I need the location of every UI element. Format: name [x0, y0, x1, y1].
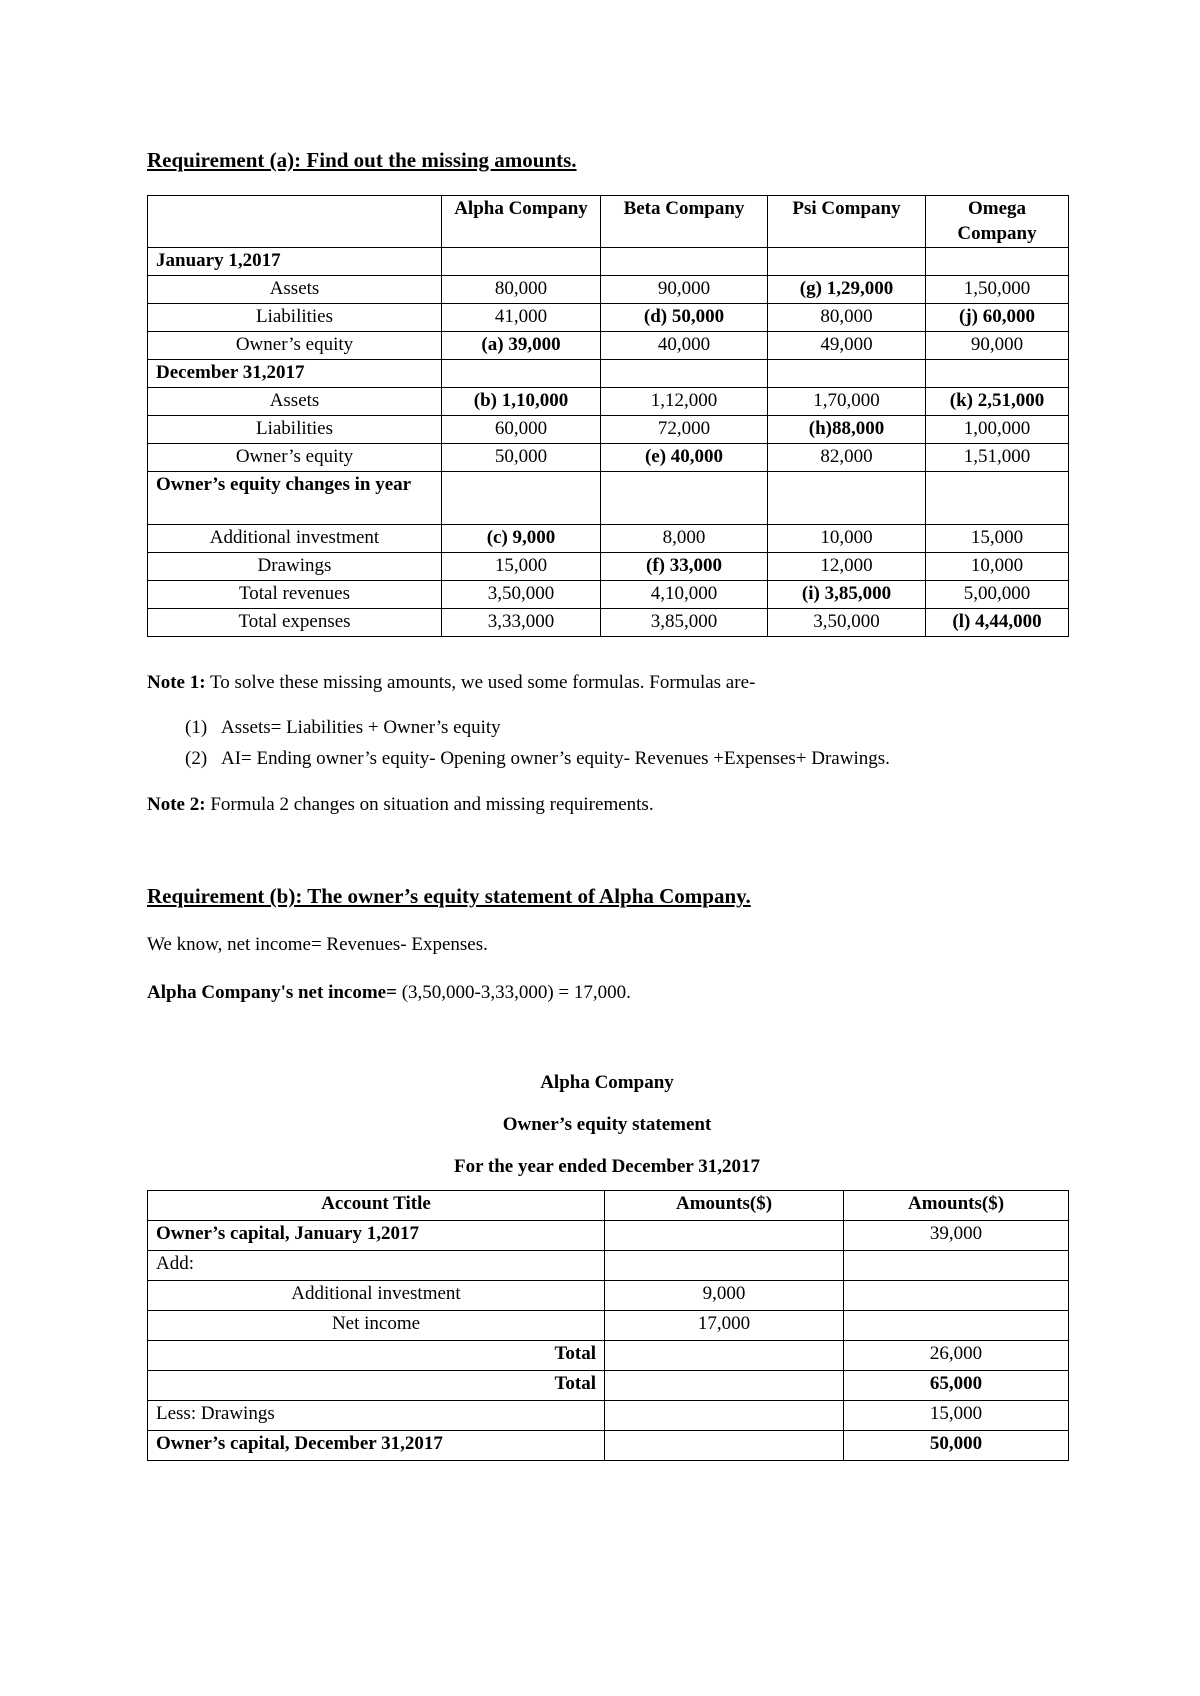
row-label: Drawings: [148, 553, 442, 581]
header-alpha: Alpha Company: [442, 196, 601, 248]
note-1-text: To solve these missing amounts, we used some formulas. Formulas are-: [205, 672, 756, 693]
cell-value: 1,12,000: [601, 388, 768, 416]
formula-2: AI= Ending owner’s equity- Opening owner’s equity- Revenues +Expenses+ Drawings.: [221, 748, 890, 769]
amount-2: [844, 1311, 1069, 1341]
cell-answer: (e) 40,000: [601, 444, 768, 472]
row-label: Liabilities: [148, 304, 442, 332]
account-title: Less: Drawings: [148, 1401, 605, 1431]
cell-answer: (d) 50,000: [601, 304, 768, 332]
amount-1: [605, 1251, 844, 1281]
table-row: [148, 1341, 1069, 1371]
section-label: January 1,2017: [148, 248, 442, 276]
amount-2: 65,000: [844, 1371, 1069, 1401]
cell-value: 90,000: [601, 276, 768, 304]
net-income-value: (3,50,000-3,33,000) = 17,000.: [396, 982, 631, 1003]
cell-value: 4,10,000: [601, 581, 768, 609]
amount-2: 39,000: [844, 1221, 1069, 1251]
table-row: [148, 1311, 1069, 1341]
table-row: [148, 444, 1069, 472]
table-row: [148, 388, 1069, 416]
section-label: Owner’s equity changes in year: [148, 472, 442, 525]
cell-value: 8,000: [601, 525, 768, 553]
amount-1: 9,000: [605, 1281, 844, 1311]
formula-1: Assets= Liabilities + Owner’s equity: [221, 717, 501, 738]
amount-2: 50,000: [844, 1431, 1069, 1461]
cell-value: 3,50,000: [768, 609, 926, 637]
account-title: Owner’s capital, January 1,2017: [148, 1221, 605, 1251]
row-label: Total expenses: [148, 609, 442, 637]
section-row-changes: [148, 472, 1069, 525]
row-label: Additional investment: [148, 525, 442, 553]
table-row: [148, 1401, 1069, 1431]
row-label: Owner’s equity: [148, 332, 442, 360]
cell-answer: (h)88,000: [768, 416, 926, 444]
cell-value: 90,000: [926, 332, 1069, 360]
cell-value: 40,000: [601, 332, 768, 360]
account-title: Additional investment: [148, 1281, 605, 1311]
cell-answer: (i) 3,85,000: [768, 581, 926, 609]
header-cell-blank: [148, 196, 442, 248]
amount-2: 15,000: [844, 1401, 1069, 1431]
section-row-december: [148, 360, 1069, 388]
cell-value: 60,000: [442, 416, 601, 444]
requirement-a-heading: Requirement (a): Find out the missing amounts.: [147, 148, 577, 172]
cell-value: 1,00,000: [926, 416, 1069, 444]
table-row: [148, 304, 1069, 332]
row-label: Assets: [148, 276, 442, 304]
amount-1: [605, 1371, 844, 1401]
note-2-text: Formula 2 changes on situation and missing requirements.: [205, 794, 654, 815]
table-row: [148, 1251, 1069, 1281]
table-row: [148, 332, 1069, 360]
cell-answer: (b) 1,10,000: [442, 388, 601, 416]
account-title: Owner’s capital, December 31,2017: [148, 1431, 605, 1461]
cell-answer: (k) 2,51,000: [926, 388, 1069, 416]
net-income-calc: [147, 982, 631, 1004]
cell-value: 1,50,000: [926, 276, 1069, 304]
cell-value: 12,000: [768, 553, 926, 581]
amount-1: [605, 1341, 844, 1371]
equity-statement-table: [147, 1190, 1069, 1461]
section-label: December 31,2017: [148, 360, 442, 388]
table-row: [148, 416, 1069, 444]
missing-amounts-table: [147, 195, 1069, 637]
account-title: Total: [148, 1341, 605, 1371]
table-row: [148, 609, 1069, 637]
cell-value: 10,000: [926, 553, 1069, 581]
formula-2-number: (2): [185, 748, 208, 769]
amount-1: [605, 1431, 844, 1461]
requirement-b-heading: Requirement (b): The owner’s equity statement of Alpha Company.: [147, 884, 751, 908]
note-1: [147, 672, 755, 694]
table-row: [148, 1221, 1069, 1251]
statement-period: For the year ended December 31,2017: [453, 1156, 761, 1177]
cell-answer: (a) 39,000: [442, 332, 601, 360]
account-title: Add:: [148, 1251, 605, 1281]
amount-2: [844, 1251, 1069, 1281]
cell-value: 1,70,000: [768, 388, 926, 416]
cell-value: 3,85,000: [601, 609, 768, 637]
cell-answer: (j) 60,000: [926, 304, 1069, 332]
cell-value: 41,000: [442, 304, 601, 332]
amount-1: 17,000: [605, 1311, 844, 1341]
cell-value: 72,000: [601, 416, 768, 444]
note-1-label: Note 1:: [147, 672, 206, 693]
table-row: [148, 1431, 1069, 1461]
note-2-label: Note 2:: [147, 794, 206, 815]
cell-answer: (c) 9,000: [442, 525, 601, 553]
table-row: [148, 1371, 1069, 1401]
formula-1-number: (1): [185, 717, 208, 738]
account-title: Net income: [148, 1311, 605, 1341]
cell-answer: (l) 4,44,000: [926, 609, 1069, 637]
header-psi: Psi Company: [768, 196, 926, 248]
statement-company: Alpha Company: [540, 1072, 674, 1093]
cell-value: 15,000: [442, 553, 601, 581]
cell-value: 80,000: [442, 276, 601, 304]
cell-value: 3,50,000: [442, 581, 601, 609]
header-beta: Beta Company: [601, 196, 768, 248]
cell-value: 82,000: [768, 444, 926, 472]
header-amounts-1: Amounts($): [605, 1191, 844, 1221]
header-amounts-2: Amounts($): [844, 1191, 1069, 1221]
table-row: [148, 553, 1069, 581]
row-label: Liabilities: [148, 416, 442, 444]
cell-answer: (g) 1,29,000: [768, 276, 926, 304]
account-title: Total: [148, 1371, 605, 1401]
statement-title: Owner’s equity statement: [502, 1114, 712, 1135]
amount-1: [605, 1221, 844, 1251]
amount-2: 26,000: [844, 1341, 1069, 1371]
table-header-row: [148, 196, 1069, 248]
note-2: [147, 794, 654, 816]
table-row: [148, 525, 1069, 553]
row-label: Owner’s equity: [148, 444, 442, 472]
cell-value: 49,000: [768, 332, 926, 360]
table-header-row: [148, 1191, 1069, 1221]
net-income-label: Alpha Company's net income=: [147, 982, 397, 1003]
row-label: Total revenues: [148, 581, 442, 609]
amount-2: [844, 1281, 1069, 1311]
table-row: [148, 1281, 1069, 1311]
cell-value: 15,000: [926, 525, 1069, 553]
cell-value: 5,00,000: [926, 581, 1069, 609]
cell-value: 10,000: [768, 525, 926, 553]
section-row-january: [148, 248, 1069, 276]
table-row: [148, 276, 1069, 304]
net-income-formula: We know, net income= Revenues- Expenses.: [147, 934, 488, 955]
cell-value: 80,000: [768, 304, 926, 332]
table-row: [148, 581, 1069, 609]
cell-answer: (f) 33,000: [601, 553, 768, 581]
cell-value: 1,51,000: [926, 444, 1069, 472]
amount-1: [605, 1401, 844, 1431]
cell-value: 3,33,000: [442, 609, 601, 637]
cell-value: 50,000: [442, 444, 601, 472]
header-omega: Omega Company: [926, 196, 1069, 248]
row-label: Assets: [148, 388, 442, 416]
header-account-title: Account Title: [148, 1191, 605, 1221]
